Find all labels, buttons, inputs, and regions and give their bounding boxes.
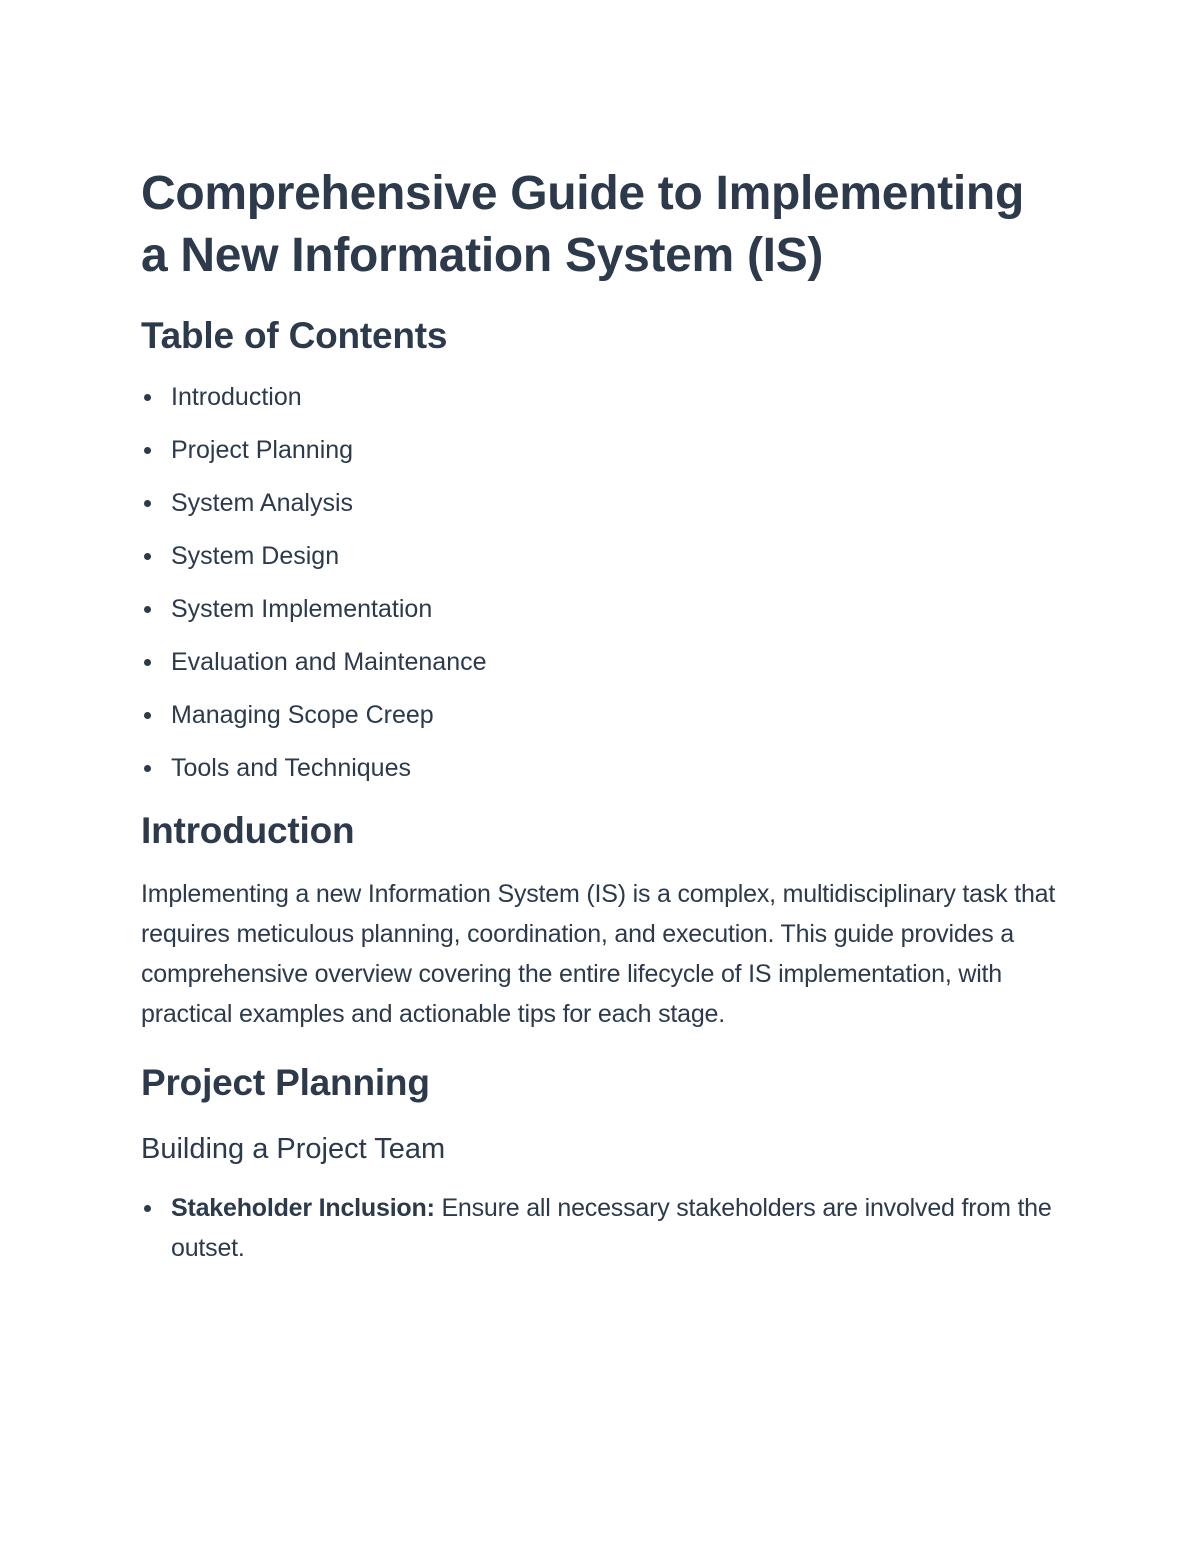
toc-item-label: Tools and Techniques [171,754,411,782]
document-title: Comprehensive Guide to Implementing a New Information System (IS) [141,167,1024,282]
bullet-icon [144,447,151,454]
project-planning-heading: Project Planning [141,1062,430,1103]
toc-item-label: Project Planning [171,436,354,464]
bullet-icon [144,394,151,401]
point-text: Ensure all necessary stakeholders are involved from the outset. [171,1194,1052,1262]
bullet-icon [144,606,151,613]
toc-item-tools-techniques [141,752,1060,784]
toc-item-label: System Analysis [171,489,354,517]
toc-item-system-implementation [141,593,1060,625]
toc-item-label: Introduction [171,383,302,411]
introduction-heading: Introduction [141,810,355,851]
bullet-icon [144,659,151,666]
toc-item-label: Managing Scope Creep [171,701,434,729]
team-points-list [141,1188,1060,1268]
bullet-icon [144,765,151,772]
bullet-icon [144,712,151,719]
toc-item-label: System Design [171,542,340,570]
bullet-icon [144,500,151,507]
building-team-subheading: Building a Project Team [141,1133,446,1165]
introduction-paragraph: Implementing a new Information System (IS) is a complex, multidisciplinary task that requires meticulous planning, coordination, and execution. This guide provides a comprehensive overview covering the entire lifecycle of IS implementation, with practical examples and actionable tips for each stage. [141,880,1056,1028]
toc-item-label: Evaluation and Maintenance [171,648,487,676]
toc-item-system-design [141,540,1060,572]
bullet-icon [144,1205,151,1212]
toc-item-label: System Implementation [171,595,433,623]
toc-item-introduction [141,381,1060,413]
toc-item-project-planning [141,434,1060,466]
table-of-contents [141,381,1060,784]
toc-heading: Table of Contents [141,315,448,356]
toc-item-evaluation-maintenance [141,646,1060,678]
point-lead: Stakeholder Inclusion: [171,1194,435,1222]
list-item [141,1188,1060,1268]
bullet-icon [144,553,151,560]
toc-item-system-analysis [141,487,1060,519]
toc-item-managing-scope-creep [141,699,1060,731]
